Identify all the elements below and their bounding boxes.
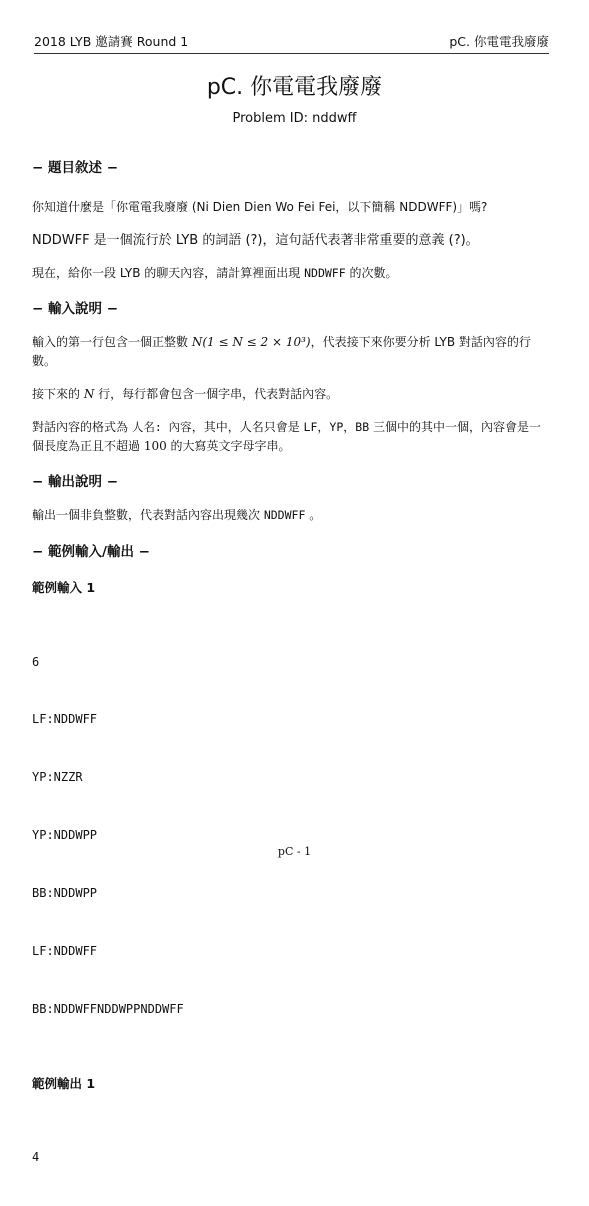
section-heading-output: − 輸出說明 −	[32, 474, 119, 490]
sample-input-line: BB:NDDWFFNDDWPPNDDWFF	[32, 1001, 184, 1016]
sample-input-line: LF:NDDWFF	[32, 712, 98, 727]
output-text: 輸出一個非負整數，代表對話內容出現幾次	[32, 508, 264, 522]
math-number: 100	[143, 439, 167, 453]
page-number: pC - 1	[277, 845, 312, 858]
output-paragraph-1	[32, 506, 552, 525]
inline-code: BB	[355, 420, 370, 434]
inline-code: LF	[303, 420, 318, 434]
problem-title: pC. 你電電我廢廢	[206, 75, 383, 100]
input-text: 對話內容的格式為	[32, 420, 132, 434]
running-header	[34, 30, 549, 54]
description-paragraph-3	[32, 264, 552, 283]
sample-input-line: YP:NZZR	[32, 770, 83, 785]
math-constraint: N(1 ≤ N ≤ 2 × 10³)	[191, 335, 311, 349]
output-text: 。	[305, 508, 322, 522]
input-text: 三個中的其中一個，內容會是一個長度為正且不超過	[32, 420, 541, 453]
description-text: 現在，給你一段 LYB 的聊天內容，請計算裡面出現	[32, 266, 305, 280]
input-text: ，	[343, 420, 356, 434]
input-text: ，其中，人名只會是	[191, 420, 304, 434]
header-contest-name: 2018 LYB 邀請賽 Round 1	[34, 34, 189, 49]
description-paragraph-1: 你知道什麼是「你電電我廢廢 (Ni Dien Dien Wo Fei Fei，以下簡稱 NDDWFF)」嗎?	[32, 200, 488, 214]
inline-code: YP	[329, 420, 344, 434]
section-heading-samples: − 範例輸入/輸出 −	[32, 544, 150, 560]
inline-code: NDDWFF	[263, 508, 306, 522]
sample-input-heading: 範例輸入 1	[32, 580, 96, 595]
inline-code: NDDWFF	[304, 266, 346, 280]
input-text: 行，每行都會包含一個字串，代表對話內容。	[94, 387, 339, 401]
input-text: 接下來的	[32, 387, 84, 401]
sample-input-line: BB:NDDWPP	[32, 886, 98, 901]
sample-input-line: LF:NDDWFF	[32, 944, 98, 959]
input-text: 的大寫英文字母字串。	[166, 439, 291, 453]
section-heading-input: − 輸入說明 −	[32, 301, 119, 317]
problem-body	[32, 158, 552, 1206]
sample-input-line: 6	[32, 654, 40, 669]
input-paragraph-2	[32, 385, 552, 404]
input-text: ，	[317, 420, 330, 434]
sample-input-line: YP:NDDWPP	[32, 828, 98, 843]
problem-id: Problem ID: nddwff	[232, 111, 357, 126]
input-text: 輸入的第一行包含一個正整數	[32, 335, 192, 349]
math-variable: N	[83, 387, 95, 401]
description-text: 的次數。	[345, 266, 398, 280]
sample-output-block	[32, 1110, 552, 1206]
sample-output-heading: 範例輸出 1	[32, 1075, 96, 1091]
input-paragraph-1	[32, 333, 552, 371]
header-problem-name: pC. 你電電我廢廢	[449, 34, 549, 49]
sample-input-block	[32, 614, 552, 1058]
sample-output-line: 4	[32, 1150, 40, 1165]
section-heading-description: − 題目敘述 −	[32, 160, 119, 176]
inline-code: 人名: 內容	[131, 420, 192, 434]
description-paragraph-2: NDDWFF 是一個流行於 LYB 的詞語 (?)，這句話代表著非常重要的意義 (?)。	[32, 233, 479, 248]
input-paragraph-3	[32, 418, 552, 456]
input-text: ，代表接下來你要分析 LYB 對話內容的行數。	[32, 335, 531, 368]
